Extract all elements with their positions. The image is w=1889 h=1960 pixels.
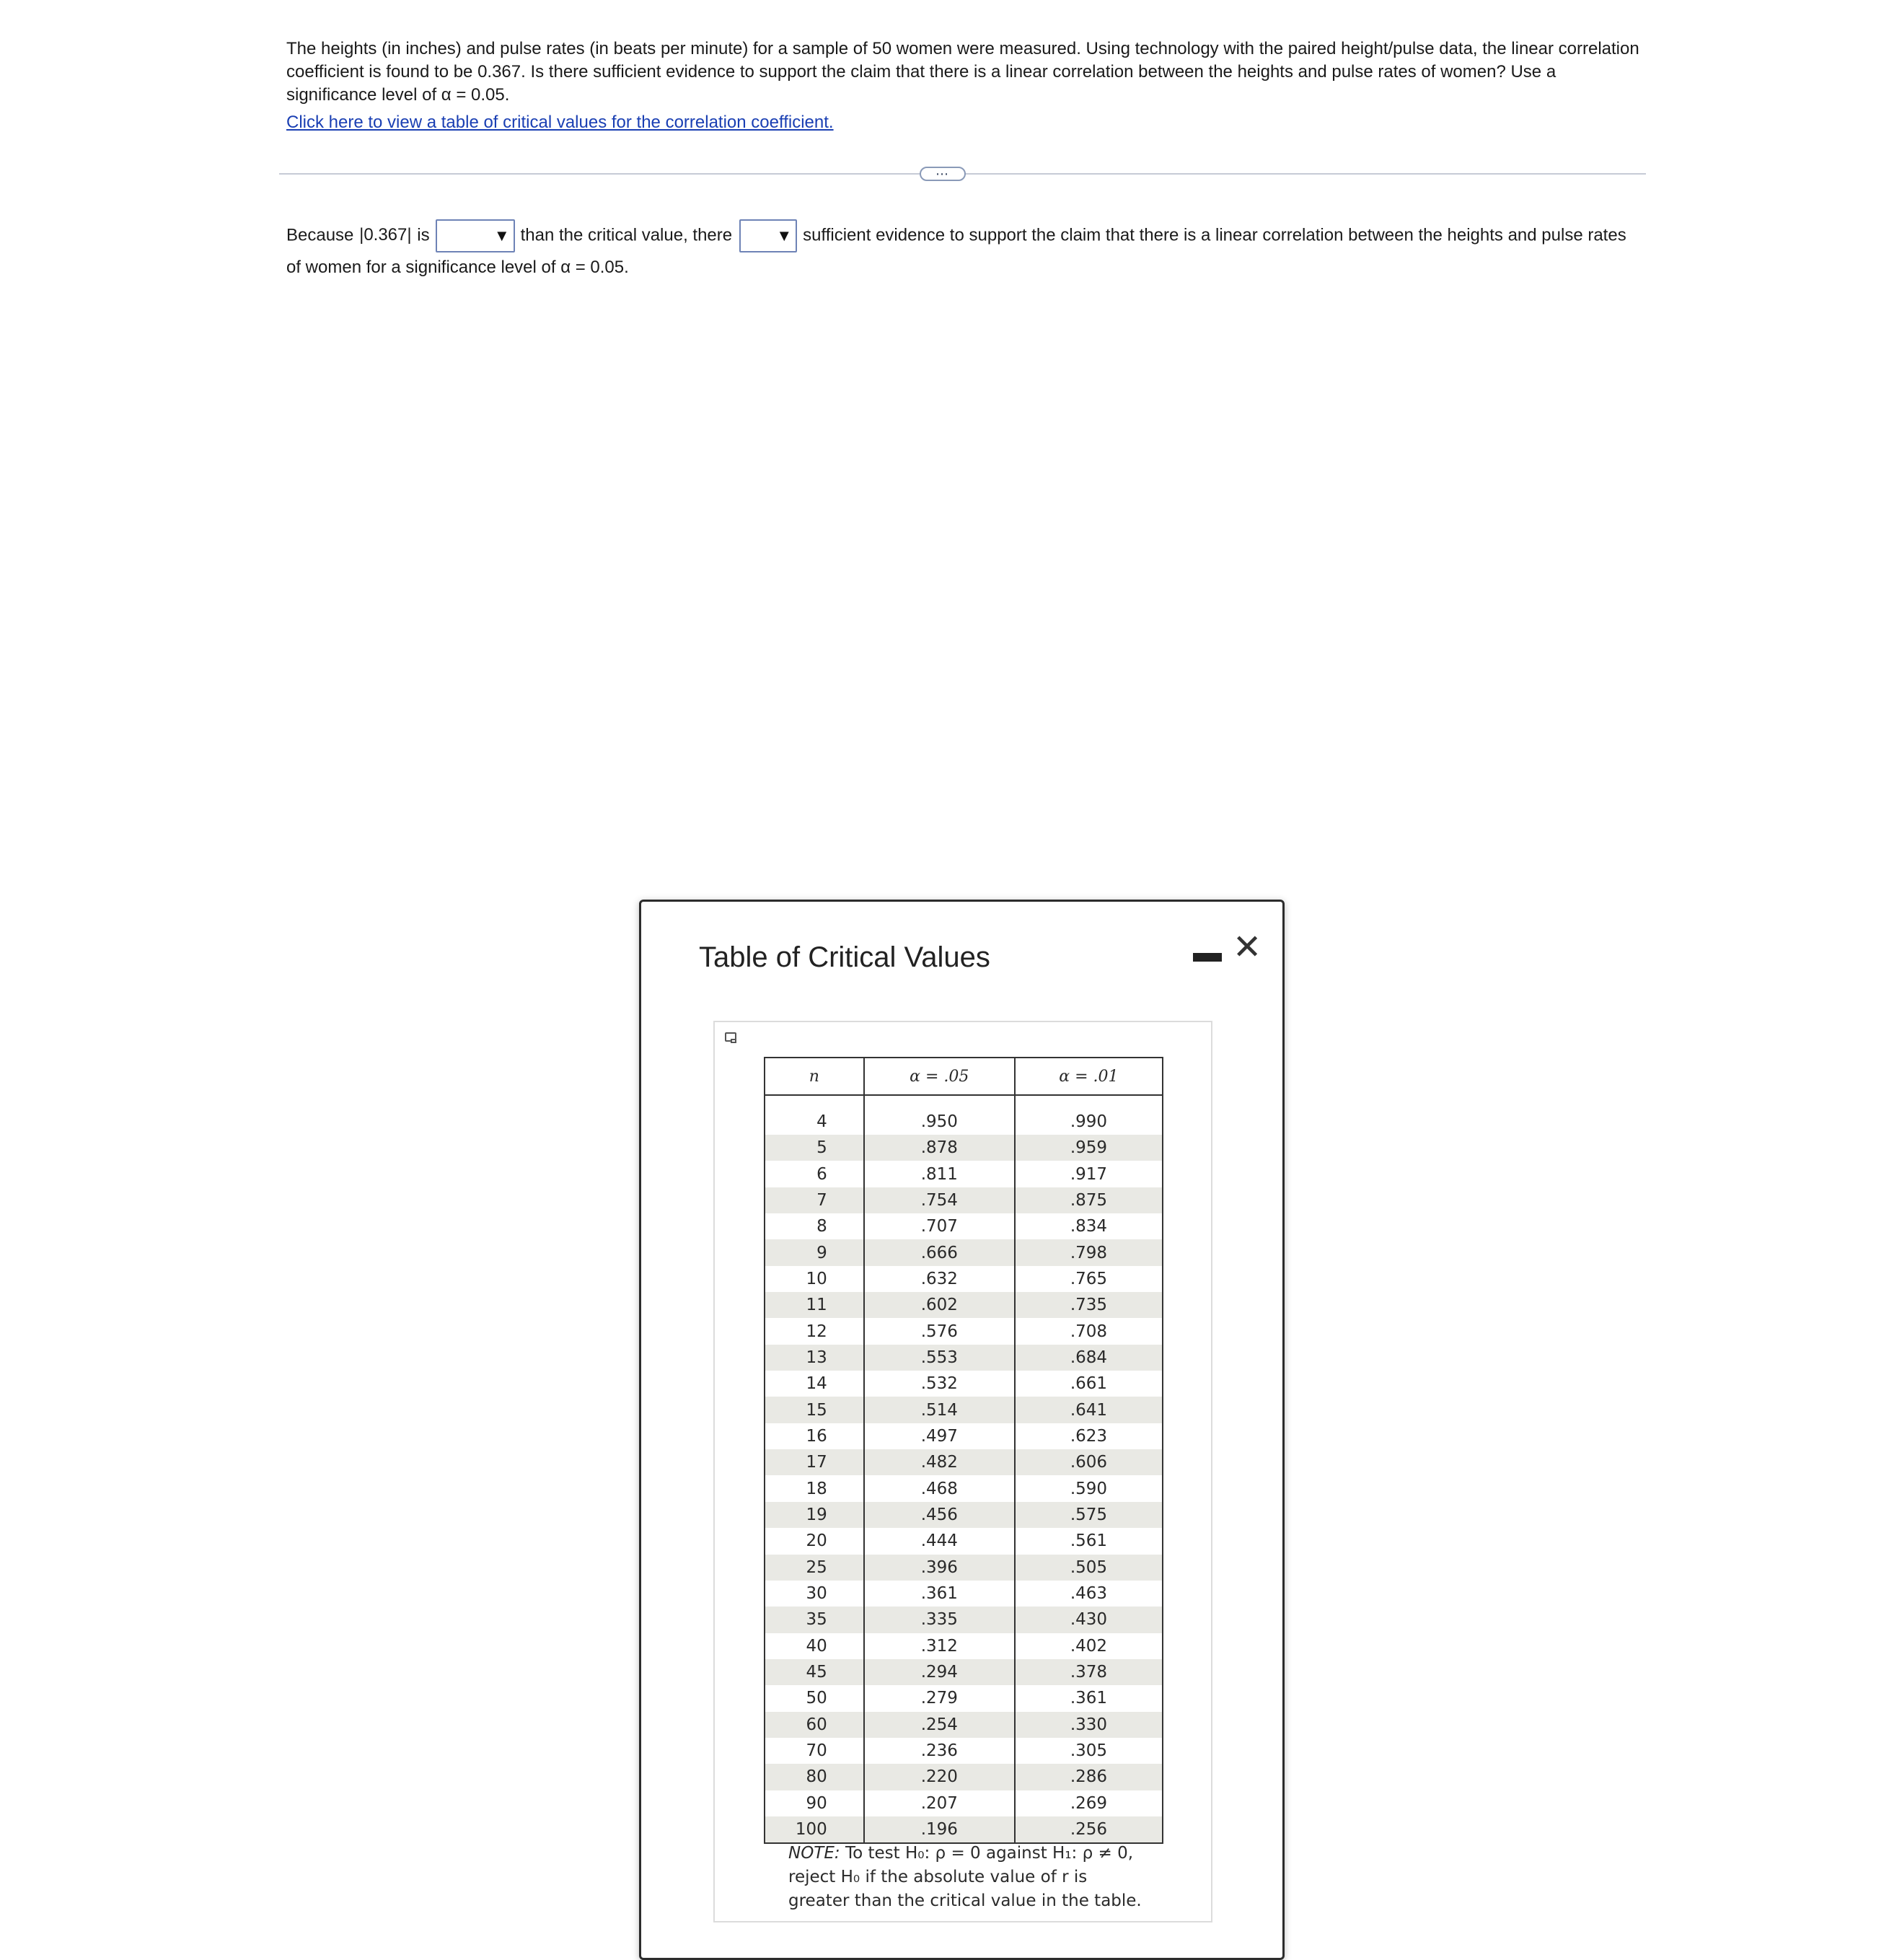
cell-n: 90 (765, 1790, 864, 1816)
cell-n: 7 (765, 1187, 864, 1213)
cell-alpha-01: .765 (1015, 1266, 1163, 1292)
table-row (765, 1423, 1163, 1449)
cell-alpha-01: .798 (1015, 1239, 1163, 1265)
question-paragraph: The heights (in inches) and pulse rates (in beats per minute) for a sample of 50 women were measured. Using technology with the paired height/pulse data, the linear correlation coefficient is found to be 0.367. Is there sufficient evidence to support the claim that there is a linear correlation between the heights and pulse rates of women? Use a significance level of α = 0.05. (286, 39, 1639, 105)
cell-alpha-01: .834 (1015, 1213, 1163, 1239)
cell-alpha-05: .553 (864, 1345, 1015, 1371)
cell-alpha-01: .959 (1015, 1135, 1163, 1161)
cell-n: 10 (765, 1266, 864, 1292)
table-row (765, 1816, 1163, 1843)
cell-alpha-05: .532 (864, 1371, 1015, 1397)
cell-n: 17 (765, 1449, 864, 1475)
cell-n: 9 (765, 1239, 864, 1265)
table-note (788, 1842, 1192, 1913)
popup-title: Table of Critical Values (699, 941, 990, 973)
cell-n: 15 (765, 1397, 864, 1423)
note-line-1: To test H₀: ρ = 0 against H₁: ρ ≠ 0, (845, 1844, 1134, 1863)
cell-alpha-05: .396 (864, 1555, 1015, 1581)
table-row (765, 1318, 1163, 1344)
cell-alpha-05: .468 (864, 1475, 1015, 1501)
cell-alpha-05: .294 (864, 1659, 1015, 1685)
table-row (765, 1397, 1163, 1423)
copy-icon[interactable] (725, 1032, 736, 1042)
table-row (765, 1213, 1163, 1239)
table-row (765, 1449, 1163, 1475)
expand-more-button[interactable]: ⋯ (920, 167, 966, 181)
answer-sentence (286, 219, 1642, 283)
cell-alpha-05: .497 (864, 1423, 1015, 1449)
cell-alpha-01: .330 (1015, 1712, 1163, 1738)
cell-alpha-05: .632 (864, 1266, 1015, 1292)
table-row (765, 1685, 1163, 1711)
table-row (765, 1738, 1163, 1764)
cell-alpha-05: .514 (864, 1397, 1015, 1423)
cell-alpha-05: .666 (864, 1239, 1015, 1265)
table-row (765, 1712, 1163, 1738)
cell-alpha-01: .402 (1015, 1633, 1163, 1659)
close-icon[interactable]: ✕ (1233, 928, 1262, 967)
cell-n: 11 (765, 1292, 864, 1318)
cell-alpha-05: .361 (864, 1581, 1015, 1607)
cell-alpha-01: .623 (1015, 1423, 1163, 1449)
cell-alpha-01: .269 (1015, 1790, 1163, 1816)
cell-alpha-05: .207 (864, 1790, 1015, 1816)
note-label: NOTE: (788, 1844, 840, 1863)
cell-n: 20 (765, 1528, 864, 1554)
answer-text-critical: than the critical value, there (520, 225, 733, 245)
answer-text-conclusion: sufficient evidence to support the claim that there is a linear correlation between the heights and pulse rates of women for a significance level of α = 0.05. (286, 225, 1626, 277)
table-row (765, 1371, 1163, 1397)
cell-alpha-01: .256 (1015, 1816, 1163, 1843)
note-line-3: greater than the critical value in the table. (788, 1891, 1142, 1910)
cell-n: 8 (765, 1213, 864, 1239)
cell-n: 80 (765, 1764, 864, 1790)
cell-alpha-01: .463 (1015, 1581, 1163, 1607)
table-row (765, 1475, 1163, 1501)
cell-alpha-01: .990 (1015, 1095, 1163, 1135)
cell-alpha-01: .286 (1015, 1764, 1163, 1790)
table-row (765, 1581, 1163, 1607)
table-row (765, 1528, 1163, 1554)
answer-text-is: is (417, 225, 430, 245)
cell-n: 19 (765, 1502, 864, 1528)
table-row (765, 1607, 1163, 1632)
cell-alpha-01: .735 (1015, 1292, 1163, 1318)
cell-alpha-05: .950 (864, 1095, 1015, 1135)
table-row (765, 1555, 1163, 1581)
cell-alpha-01: .305 (1015, 1738, 1163, 1764)
cell-alpha-01: .875 (1015, 1187, 1163, 1213)
table-row (765, 1095, 1163, 1135)
cell-n: 100 (765, 1816, 864, 1843)
cell-n: 6 (765, 1161, 864, 1187)
cell-n: 25 (765, 1555, 864, 1581)
cell-alpha-01: .708 (1015, 1318, 1163, 1344)
cell-n: 60 (765, 1712, 864, 1738)
answer-abs-value: |0.367| (359, 225, 412, 245)
cell-alpha-01: .378 (1015, 1659, 1163, 1685)
cell-alpha-05: .236 (864, 1738, 1015, 1764)
cell-alpha-01: .661 (1015, 1371, 1163, 1397)
cell-alpha-05: .220 (864, 1764, 1015, 1790)
cell-alpha-01: .561 (1015, 1528, 1163, 1554)
critical-values-link[interactable]: Click here to view a table of critical values for the correlation coefficient. (286, 113, 834, 132)
table-header-row (765, 1058, 1163, 1095)
table-row (765, 1633, 1163, 1659)
comparison-dropdown[interactable] (436, 219, 515, 252)
evidence-dropdown[interactable] (739, 219, 797, 252)
cell-alpha-05: .811 (864, 1161, 1015, 1187)
cell-alpha-05: .456 (864, 1502, 1015, 1528)
cell-alpha-01: .590 (1015, 1475, 1163, 1501)
cell-alpha-05: .279 (864, 1685, 1015, 1711)
cell-n: 50 (765, 1685, 864, 1711)
cell-n: 40 (765, 1633, 864, 1659)
cell-alpha-01: .430 (1015, 1607, 1163, 1632)
cell-alpha-01: .361 (1015, 1685, 1163, 1711)
critical-values-table (764, 1057, 1163, 1844)
dropdown-arrow-icon: ▼ (493, 227, 510, 245)
cell-n: 30 (765, 1581, 864, 1607)
table-row (765, 1266, 1163, 1292)
cell-alpha-05: .254 (864, 1712, 1015, 1738)
cell-n: 14 (765, 1371, 864, 1397)
cell-alpha-01: .606 (1015, 1449, 1163, 1475)
minimize-icon[interactable]: ▬ (1193, 936, 1222, 968)
header-alpha-05: α = .05 (864, 1058, 1015, 1095)
header-alpha-01: α = .01 (1015, 1058, 1163, 1095)
cell-alpha-05: .312 (864, 1633, 1015, 1659)
cell-n: 13 (765, 1345, 864, 1371)
cell-alpha-05: .754 (864, 1187, 1015, 1213)
cell-alpha-05: .196 (864, 1816, 1015, 1843)
cell-n: 4 (765, 1095, 864, 1135)
cell-n: 35 (765, 1607, 864, 1632)
cell-alpha-05: .335 (864, 1607, 1015, 1632)
cell-alpha-05: .576 (864, 1318, 1015, 1344)
cell-alpha-05: .602 (864, 1292, 1015, 1318)
table-row (765, 1161, 1163, 1187)
cell-alpha-05: .482 (864, 1449, 1015, 1475)
cell-alpha-01: .641 (1015, 1397, 1163, 1423)
cell-n: 18 (765, 1475, 864, 1501)
question-text (286, 38, 1650, 134)
table-row (765, 1292, 1163, 1318)
cell-alpha-01: .505 (1015, 1555, 1163, 1581)
critical-values-popup (639, 900, 1285, 1960)
cell-alpha-05: .878 (864, 1135, 1015, 1161)
cell-n: 70 (765, 1738, 864, 1764)
table-row (765, 1502, 1163, 1528)
table-row (765, 1345, 1163, 1371)
cell-alpha-05: .707 (864, 1213, 1015, 1239)
table-body (765, 1095, 1163, 1843)
table-row (765, 1764, 1163, 1790)
answer-text-because: Because (286, 225, 354, 245)
table-row (765, 1790, 1163, 1816)
cell-alpha-01: .917 (1015, 1161, 1163, 1187)
dropdown-arrow-icon: ▼ (776, 227, 793, 245)
header-n: n (765, 1058, 864, 1095)
cell-n: 5 (765, 1135, 864, 1161)
cell-n: 45 (765, 1659, 864, 1685)
note-line-2: reject H₀ if the absolute value of r is (788, 1868, 1088, 1886)
cell-alpha-01: .684 (1015, 1345, 1163, 1371)
table-row (765, 1239, 1163, 1265)
cell-alpha-05: .444 (864, 1528, 1015, 1554)
table-row (765, 1135, 1163, 1161)
cell-n: 12 (765, 1318, 864, 1344)
table-panel (713, 1021, 1212, 1922)
table-row (765, 1187, 1163, 1213)
table-row (765, 1659, 1163, 1685)
cell-n: 16 (765, 1423, 864, 1449)
cell-alpha-01: .575 (1015, 1502, 1163, 1528)
